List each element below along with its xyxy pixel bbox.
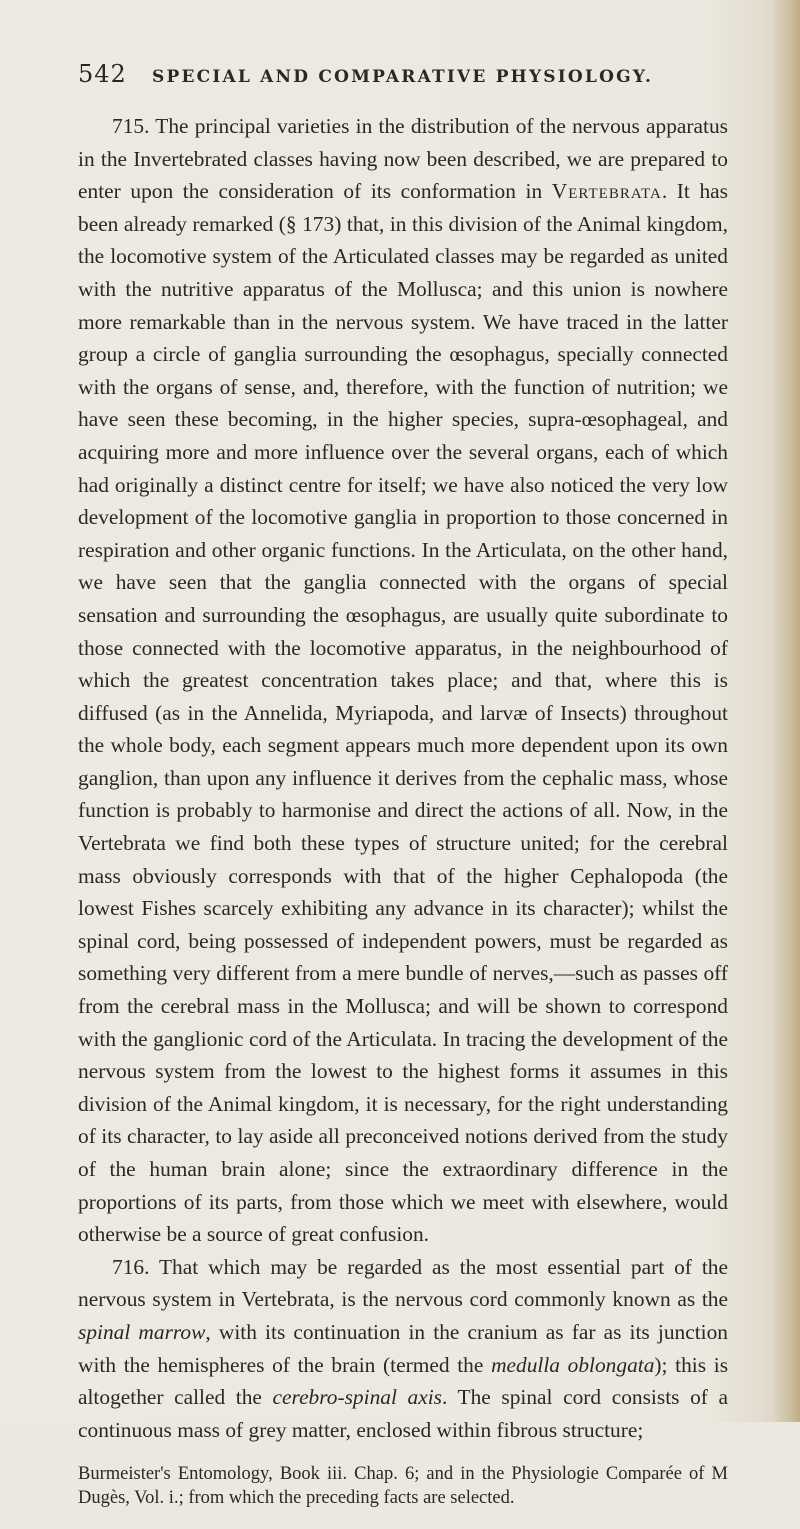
term-medulla-oblongata: medulla oblongata xyxy=(491,1352,655,1377)
paragraph-715 xyxy=(78,110,728,1251)
page-number: 542 xyxy=(78,60,127,88)
book-page xyxy=(78,60,728,1529)
paragraph-715-part-1: 715. The principal varieties in the distribution of the nervous apparatus in the Invertebrated classes having now been described, we are prepared to enter upon the consideration of its conformation in xyxy=(78,114,728,204)
running-header xyxy=(78,60,728,88)
paragraph-716-part-3: ); this is altogether called the xyxy=(78,1352,729,1410)
paragraph-716-part-2: , with its continuation in the cranium as far as its junction with the hemispheres of the brain (termed the xyxy=(78,1319,729,1377)
footnote: Burmeister's Entomology, Book iii. Chap. 6; and in the Physiologie Comparée of M Dugès, Vol. i.; from which the preceding facts are selected. xyxy=(78,1464,728,1509)
term-spinal-marrow: spinal marrow xyxy=(78,1319,206,1344)
paragraph-716-part-1: 716. That which may be regarded as the most essential part of the nervous system in Vertebrata, is the nervous cord commonly known as the xyxy=(78,1254,728,1312)
vertebrata-small-caps: Vertebrata xyxy=(551,179,662,204)
body-text xyxy=(78,110,728,1446)
paragraph-715-part-2: . It has been already remarked (§ 173) that, in this division of the Animal kingdom, the locomotive system of the Articulated classes may be regarded as united with the nutritive apparatus of the Mollusca; and this union is nowhere more remarkable than in the nervous system. We have traced in the latter group a circle of ganglia surrounding the œsophagus, specially connected with the organs of sense, and, therefore, with the function of nutrition; we have seen these becoming, in the higher species, supra-œsophageal, and acquiring more and more influence over the several organs, each of which had originally a distinct centre for itself; we have also noticed the very low development of the locomotive ganglia in proportion to those concerned in respiration and other organic functions. In the Articulata, on the other hand, we have seen that the ganglia connected with the organs of special sensation and surrounding the œsophagus, are usually quite subordinate to those connected with the locomotive apparatus, in the neighbourhood of which the greatest concentration takes place; and that, where this is diffused (as in the Annelida, Myriapoda, and larvæ of Insects) throughout the whole body, each segment appears much more dependent upon its own ganglion, than upon any influence it derives from the cephalic mass, whose function is probably to harmonise and direct the actions of all. Now, in the Vertebrata we find both these types of structure united; for the cerebral mass obviously corresponds with that of the higher Cephalopoda (the lowest Fishes scarcely exhibiting any advance in its character); whilst the spinal cord, being possessed of independent powers, must be regarded as something very different from a mere bundle of nerves,—such as passes off from the cerebral mass in the Mollusca; and will be shown to correspond with the ganglionic cord of the Articulata. In tracing the development of the nervous system from the lowest to the highest forms it assumes in this division of the Animal kingdom, it is necessary, for the right understanding of its character, to lay aside all preconceived notions derived from the study of the human brain alone; since the extraordinary difference in the proportions of its parts, from those which we meet with elsewhere, would otherwise be a source of great confusion. xyxy=(78,179,728,1247)
paragraph-716-part-4: . The spinal cord consists of a continuous mass of grey matter, enclosed within fibrous structure; xyxy=(78,1385,728,1442)
running-title: SPECIAL AND COMPARATIVE PHYSIOLOGY. xyxy=(152,67,654,87)
page-edge-shadow xyxy=(772,0,800,1422)
paragraph-716 xyxy=(78,1251,728,1447)
term-cerebro-spinal-axis: cerebro-spinal axis xyxy=(272,1385,442,1410)
